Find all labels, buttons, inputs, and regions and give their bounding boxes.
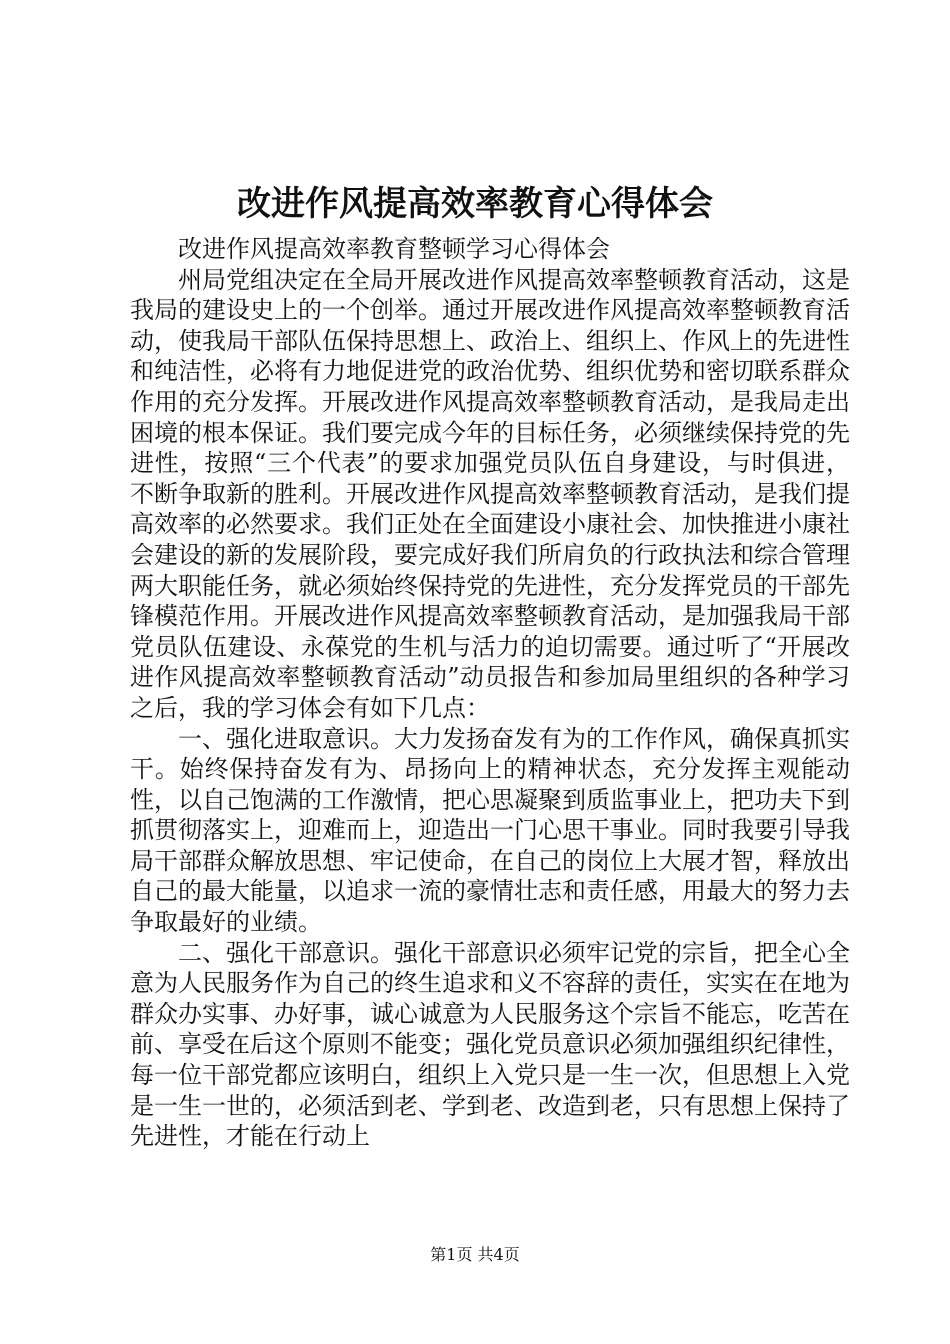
- body-paragraph-point-one: 一、强化进取意识。大力发扬奋发有为的工作作风，确保真抓实干。始终保持奋发有为、昂扬向上的精神状态，充分发挥主观能动性，以自己饱满的工作激情，把心思凝聚到质监事业上，把功夫下到抓贯彻落实上，迎难而上，迎造出一门心思干事业。同时我要引导我局干部群众解放思想、牢记使命，在自己的岗位上大展才智，释放出自己的最大能量，以追求一流的豪情壮志和责任感，用最大的努力去争取最好的业绩。: [130, 724, 850, 937]
- document-body: [130, 234, 850, 1152]
- body-paragraph-point-two: 二、强化干部意识。强化干部意识必须牢记党的宗旨，把全心全意为人民服务作为自己的终生追求和义不容辞的责任，实实在在地为群众办实事、办好事，诚心诚意为人民服务这个宗旨不能忘，吃苦在前、享受在后这个原则不能变；强化党员意识必须加强组织纪律性，每一位干部党都应该明白，组织上入党只是一生一次，但思想上入党是一生一世的，必须活到老、学到老、改造到老，只有思想上保持了先进性，才能在行动上: [130, 938, 850, 1151]
- document-title: 改进作风提高效率教育心得体会: [237, 184, 713, 224]
- page-footer: 第1页 共4页: [430, 1245, 520, 1264]
- document-subtitle: 改进作风提高效率教育整顿学习心得体会: [178, 235, 610, 263]
- body-paragraph-intro: 州局党组决定在全局开展改进作风提高效率整顿教育活动，这是我局的建设史上的一个创举。通过开展改进作风提高效率整顿教育活动，使我局干部队伍保持思想上、政治上、组织上、作风上的先进性和纯洁性，必将有力地促进党的政治优势、组织优势和密切联系群众作用的充分发挥。开展改进作风提高效率整顿教育活动，是我局走出困境的根本保证。我们要完成今年的目标任务，必须继续保持党的先进性，按照“三个代表”的要求加强党员队伍自身建设，与时俱进，不断争取新的胜利。开展改进作风提高效率整顿教育活动，是我们提高效率的必然要求。我们正处在全面建设小康社会、加快推进小康社会建设的新的发展阶段，要完成好我们所肩负的行政执法和综合管理两大职能任务，就必须始终保持党的先进性，充分发挥党员的干部先锋模范作用。开展改进作风提高效率整顿教育活动，是加强我局干部党员队伍建设、永葆党的生机与活力的迫切需要。通过听了“开展改进作风提高效率整顿教育活动”动员报告和参加局里组织的各种学习之后，我的学习体会有如下几点：: [130, 265, 850, 722]
